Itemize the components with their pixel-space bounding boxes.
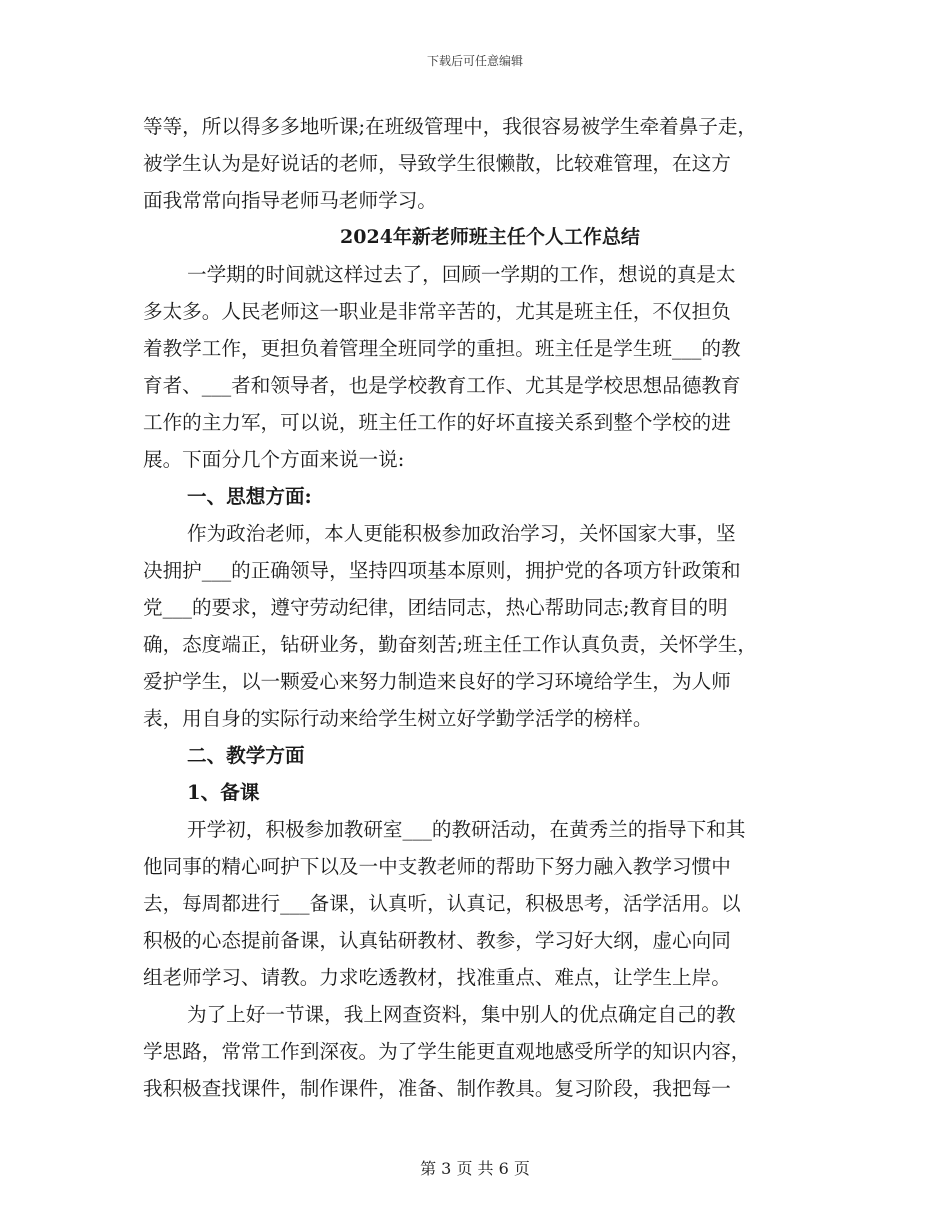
text-line: 我积极查找课件，制作课件，准备、制作教具。复习阶段，我把每一 bbox=[143, 1077, 731, 1100]
section-heading: 1、备课 bbox=[187, 781, 260, 804]
text-line: 等等，所以得多多地听课;在班级管理中，我很容易被学生牵着鼻子走， bbox=[143, 115, 758, 138]
text-line: 为了上好一节课，我上网查资料，集中别人的优点确定自己的教 bbox=[187, 1003, 736, 1026]
text-line: 展。下面分几个方面来说一说: bbox=[143, 448, 405, 471]
text-line: 工作的主力军，可以说，班主任工作的好坏直接关系到整个学校的进 bbox=[143, 411, 731, 434]
text-line: 被学生认为是好说话的老师，导致学生很懒散，比较难管理，在这方 bbox=[143, 152, 731, 175]
text-line: 育者、___者和领导者，也是学校教育工作、尤其是学校思想品德教育 bbox=[143, 374, 741, 397]
text-line: 一学期的时间就这样过去了，回顾一学期的工作，想说的真是太 bbox=[187, 263, 736, 286]
text-line: 组老师学习、请教。力求吃透教材，找准重点、难点，让学生上岸。 bbox=[143, 966, 731, 989]
text-line: 党___的要求，遵守劳动纪律，团结同志，热心帮助同志;教育目的明 bbox=[143, 596, 728, 619]
section-heading: 一、思想方面: bbox=[187, 485, 312, 508]
text-line: 多太多。人民老师这一职业是非常辛苦的，尤其是班主任，不仅担负 bbox=[143, 300, 731, 323]
text-line: 积极的心态提前备课，认真钻研教材、教参，学习好大纲，虚心向同 bbox=[143, 929, 731, 952]
text-line: 他同事的精心呵护下以及一中支教老师的帮助下努力融入教学习惯中 bbox=[143, 855, 731, 878]
document-body bbox=[143, 108, 807, 1107]
text-line: 着教学工作，更担负着管理全班同学的重担。班主任是学生班___的教 bbox=[143, 337, 741, 360]
text-line: 开学初，积极参加教研室___的教研活动，在黄秀兰的指导下和其 bbox=[187, 818, 746, 841]
section-heading: 二、教学方面 bbox=[187, 744, 305, 767]
text-line: 爱护学生，以一颗爱心来努力制造来良好的学习环境给学生，为人师 bbox=[143, 670, 731, 693]
text-line: 决拥护___的正确领导，坚持四项基本原则，拥护党的各项方针政策和 bbox=[143, 559, 741, 582]
document-title: 2024年新老师班主任个人工作总结 bbox=[340, 226, 640, 248]
text-line: 表，用自身的实际行动来给学生树立好学勤学活学的榜样。 bbox=[143, 707, 653, 730]
text-line: 学思路，常常工作到深夜。为了学生能更直观地感受所学的知识内容， bbox=[143, 1040, 751, 1063]
page-header: 下载后可任意编辑 bbox=[426, 54, 523, 68]
page-footer: 第 3 页 共 6 页 bbox=[420, 1159, 530, 1178]
text-line: 作为政治老师，本人更能积极参加政治学习，关怀国家大事，坚 bbox=[187, 522, 736, 545]
text-line: 面我常常向指导老师马老师学习。 bbox=[143, 189, 437, 212]
text-line: 去，每周都进行___备课，认真听，认真记，积极思考，活学活用。以 bbox=[143, 892, 741, 915]
text-line: 确，态度端正，钻研业务，勤奋刻苦;班主任工作认真负责，关怀学生， bbox=[143, 633, 758, 656]
